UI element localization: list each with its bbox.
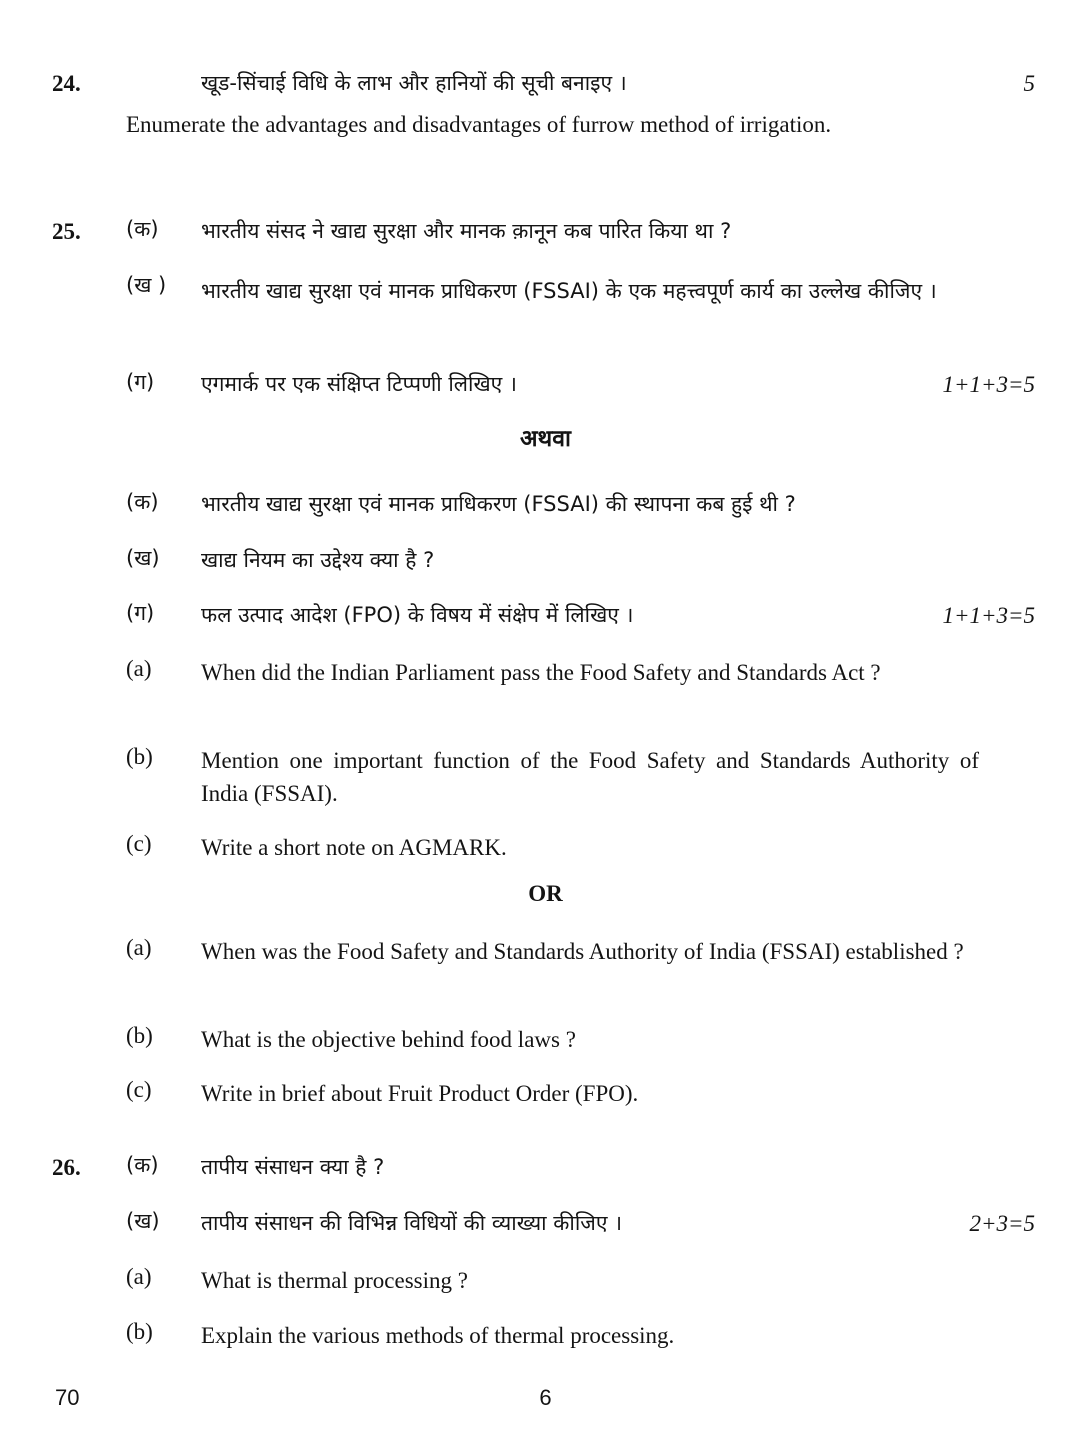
or-divider-hindi: अथवा: [519, 426, 571, 452]
sub-question-text: तापीय संसाधन क्या है ?: [201, 1155, 385, 1179]
sub-question-text: भारतीय खाद्य सुरक्षा एवं मानक प्राधिकरण (FSSAI) की स्थापना कब हुई थी ?: [201, 492, 796, 516]
marks: 2+3=5: [969, 1211, 1035, 1236]
sub-question-text: Write a short note on AGMARK.: [201, 835, 507, 860]
sub-question-text: When did the Indian Parliament pass the Food Safety and Standards Act ?: [201, 660, 881, 685]
sub-label: (c): [126, 1077, 152, 1102]
sub-question-text: Mention one important function of the Food Safety and Standards Authority of India (FSSAI).: [201, 748, 979, 806]
sub-label: (क): [126, 490, 159, 514]
sub-label: (ख ): [126, 273, 167, 297]
paper-code: 70: [55, 1385, 80, 1410]
or-divider: OR: [528, 881, 563, 906]
marks: 5: [1023, 71, 1035, 96]
sub-question-text: एगमार्क पर एक संक्षिप्त टिप्पणी लिखिए ।: [201, 372, 517, 396]
marks: 1+1+3=5: [942, 372, 1035, 397]
sub-label: (ख): [126, 1209, 160, 1233]
question-number: 26.: [52, 1155, 81, 1180]
sub-label: (b): [126, 744, 153, 769]
marks: 1+1+3=5: [942, 603, 1035, 628]
sub-label: (क): [126, 217, 159, 241]
sub-label: (क): [126, 1153, 159, 1177]
sub-question-text: What is thermal processing ?: [201, 1268, 468, 1293]
sub-label: (a): [126, 1264, 152, 1289]
sub-question-text: फल उत्पाद आदेश (FPO) के विषय में संक्षेप में लिखिए ।: [201, 603, 634, 627]
sub-question-text: भारतीय संसद ने खाद्य सुरक्षा और मानक क़ानून कब पारित किया था ?: [201, 219, 732, 243]
question-number: 24.: [52, 71, 81, 96]
sub-label: (ख): [126, 546, 160, 570]
sub-question-text: Write in brief about Fruit Product Order (FPO).: [201, 1081, 639, 1106]
sub-label: (a): [126, 656, 152, 681]
sub-question-text: भारतीय खाद्य सुरक्षा एवं मानक प्राधिकरण (FSSAI) के एक महत्त्वपूर्ण कार्य का उल्लेख कीजिए ।: [201, 279, 937, 303]
sub-label: (ग): [126, 601, 155, 625]
sub-label: (b): [126, 1319, 153, 1344]
sub-question-text: तापीय संसाधन की विभिन्न विधियों की व्याख्या कीजिए ।: [201, 1211, 623, 1235]
sub-label: (ग): [126, 370, 155, 394]
page-number: 6: [539, 1385, 552, 1410]
sub-question-text: Explain the various methods of thermal processing.: [201, 1323, 675, 1348]
sub-question-text: खाद्य नियम का उद्देश्य क्या है ?: [201, 548, 435, 572]
question-text-english: Enumerate the advantages and disadvantages of furrow method of irrigation.: [126, 112, 832, 137]
question-text-hindi: खूड-सिंचाई विधि के लाभ और हानियों की सूची बनाइए ।: [201, 71, 627, 95]
sub-label: (a): [126, 935, 152, 960]
sub-question-text: When was the Food Safety and Standards Authority of India (FSSAI) established ?: [201, 939, 964, 964]
question-number: 25.: [52, 219, 81, 244]
sub-label: (b): [126, 1023, 153, 1048]
sub-label: (c): [126, 831, 152, 856]
sub-question-text: What is the objective behind food laws ?: [201, 1027, 576, 1052]
